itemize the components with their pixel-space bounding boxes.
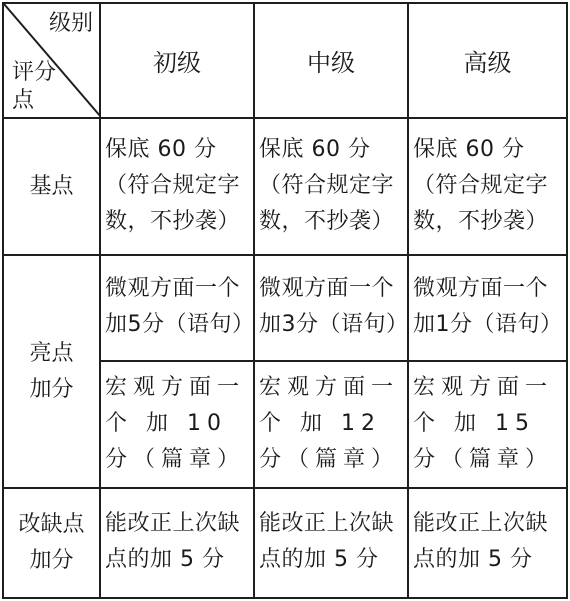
row-label-highlight bbox=[3, 255, 100, 488]
micro-cell-intermediate: 微观方面一个加3分（语句） bbox=[254, 255, 408, 361]
micro-cell-advanced: 微观方面一个加1分（语句） bbox=[408, 255, 567, 361]
macro-cell-beginner: 宏观方面一个 加 10 分（篇章） bbox=[100, 361, 254, 488]
row-label-base: 基点 bbox=[3, 118, 100, 255]
level-header-beginner: 初级 bbox=[100, 3, 254, 118]
micro-cell-beginner: 微观方面一个加5分（语句） bbox=[100, 255, 254, 361]
highlight-label-text: 亮点加分 bbox=[29, 340, 74, 402]
base-cell-advanced: 保底 60 分（符合规定字数，不抄袭） bbox=[408, 118, 567, 255]
correction-cell-beginner: 能改正上次缺点的加 5 分 bbox=[100, 488, 254, 598]
level-header-advanced: 高级 bbox=[408, 3, 567, 118]
score-point-corner-label: 评分点 bbox=[12, 60, 57, 113]
base-cell-intermediate: 保底 60 分（符合规定字数，不抄袭） bbox=[254, 118, 408, 255]
scoring-table bbox=[2, 2, 568, 599]
correction-cell-advanced: 能改正上次缺点的加 5 分 bbox=[408, 488, 567, 598]
row-label-correction bbox=[3, 488, 100, 598]
base-cell-beginner: 保底 60 分（符合规定字数，不抄袭） bbox=[100, 118, 254, 255]
correction-label-text: 改缺点加分 bbox=[18, 512, 85, 573]
macro-cell-advanced: 宏观方面一个 加 15 分（篇章） bbox=[408, 361, 567, 488]
correction-cell-intermediate: 能改正上次缺点的加 5 分 bbox=[254, 488, 408, 598]
level-header-intermediate: 中级 bbox=[254, 3, 408, 118]
macro-cell-intermediate: 宏观方面一个 加 12 分（篇章） bbox=[254, 361, 408, 488]
level-corner-label: 级别 bbox=[48, 11, 93, 36]
corner-header-cell bbox=[3, 3, 100, 118]
